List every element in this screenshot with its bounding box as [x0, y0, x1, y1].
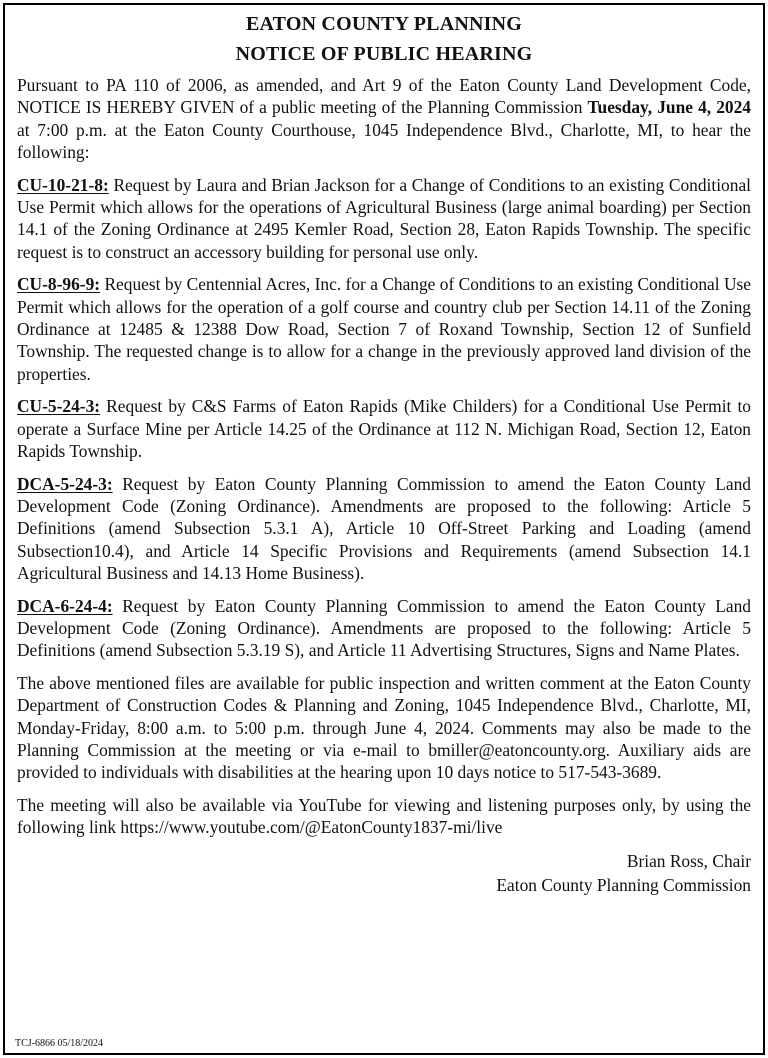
signature-block — [17, 849, 751, 897]
case-description: Request by Eaton County Planning Commission to amend the Eaton County Land Development Code (Zoning Ordinance). Amendments are proposed to the following: Article 5 Definitions (amend Subsection 5.3.19 S), and Article 11 Advertising Structures, Signs and Name Plates. — [17, 595, 751, 661]
case-item — [17, 595, 751, 662]
case-description: Request by Laura and Brian Jackson for a Change of Conditions to an existing Conditional Use Permit which allows for the operations of Agricultural Business (large animal boarding) per Section 14.1 of the Zoning Ordinance at 2495 Kemler Road, Section 28, Eaton Rapids Township. The specific request is to construct an accessory building for personal use only. — [17, 174, 751, 262]
case-description: Request by Eaton County Planning Commission to amend the Eaton County Land Development Code (Zoning Ordinance). Amendments are proposed to the following: Article 5 Definitions (amend Subsection 5.3.1 A), Article 10 Off-Street Parking and Loading (amend Subsection10.4), and Article 14 Specific Provisions and Requirements (amend Subsection 14.1 Agricultural Business and 14.13 Home Business). — [17, 473, 751, 584]
case-code: DCA-5-24-3: — [17, 473, 113, 494]
notice-title-line1: EATON COUNTY PLANNING — [245, 13, 523, 35]
intro-paragraph — [17, 74, 751, 164]
case-item — [17, 174, 751, 264]
case-description: Request by Centennial Acres, Inc. for a Change of Conditions to an existing Conditional Use Permit which allows for the operation of a golf course and country club per Section 14.11 of the Zoning Ordinance at 12485 & 12388 Dow Road, Section 7 of Roxand Township, Section 12 of Sunfield Township. The requested change is to allow for a change in the previously approved land division of the properties. — [17, 274, 751, 384]
public-notice — [3, 3, 765, 1055]
case-item — [17, 395, 751, 462]
case-code: CU-8-96-9: — [17, 274, 101, 295]
case-code: CU-10-21-8: — [17, 174, 109, 195]
case-description: Request by C&S Farms of Eaton Rapids (Mike Childers) for a Conditional Use Permit to operate a Surface Mine per Article 14.25 of the Ordinance at 112 N. Michigan Road, Section 12, Eaton Rapids Township. — [17, 396, 751, 462]
signature-name: Brian Ross, Chair — [626, 850, 751, 871]
youtube-paragraph: The meeting will also be available via YouTube for viewing and listening purposes only, by using the following link https://www.youtube.com/@EatonCounty1837-mi/live — [17, 794, 751, 838]
hearing-date: Tuesday, June 4, 2024 — [587, 97, 751, 118]
case-item — [17, 273, 751, 385]
case-code: CU-5-24-3: — [17, 396, 101, 417]
notice-title-line2: NOTICE OF PUBLIC HEARING — [235, 43, 533, 65]
intro-text-before: Pursuant to PA 110 of 2006, as amended, and Art 9 of the Eaton County Land Development Code, NOTICE IS HEREBY GIVEN of a public meeting of the Planning Commission — [17, 75, 751, 118]
intro-text-after: at 7:00 p.m. at the Eaton County Courthouse, 1045 Independence Blvd., Charlotte, MI, to hear the following: — [17, 119, 751, 163]
publication-code: TCJ-6866 05/18/2024 — [15, 1038, 104, 1049]
case-item — [17, 473, 751, 585]
case-code: DCA-6-24-4: — [17, 595, 113, 616]
availability-paragraph: The above mentioned files are available for public inspection and written comment at the Eaton County Department of Construction Codes & Planning and Zoning, 1045 Independence Blvd., Charlotte, MI, Monday-Friday, 8:00 a.m. to 5:00 p.m. through June 4, 2024. Comments may also be made to the Planning Commission at the meeting or via e-mail to bmiller@eatoncounty.org. Auxiliary aids are provided to individuals with disabilities at the hearing upon 10 days notice to 517-543-3689. — [17, 672, 751, 783]
signature-organization: Eaton County Planning Commission — [496, 874, 751, 895]
